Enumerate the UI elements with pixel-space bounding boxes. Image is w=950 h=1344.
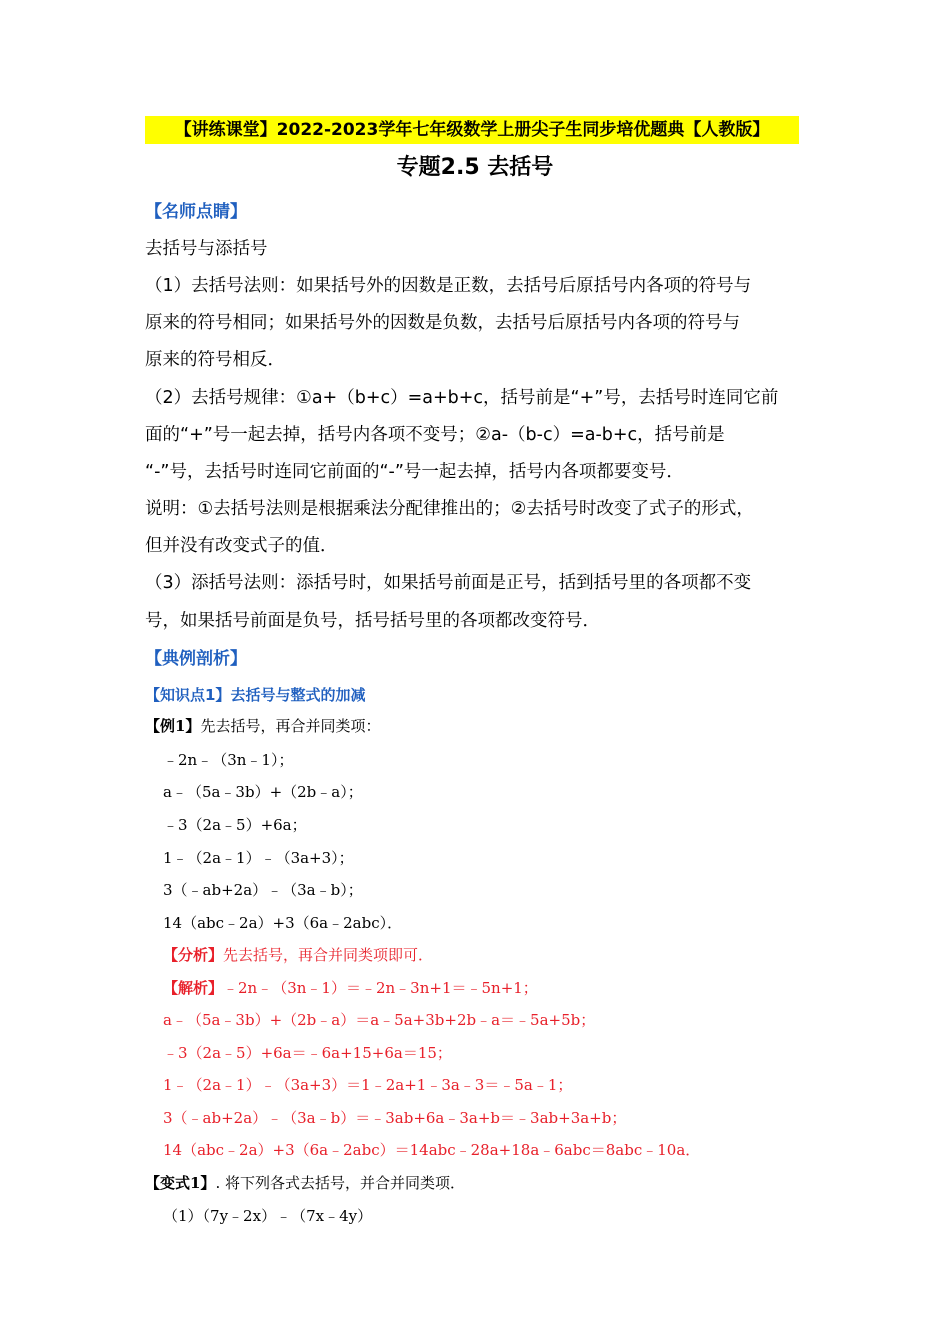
teacher-line: 但并没有改变式子的值． [145,536,338,556]
solution-item: ﹣3（2a﹣5）+6a＝﹣6a+15+6a＝15； [163,1044,452,1062]
solution-item: 14（abc﹣2a）+3（6a﹣2abc）＝14abc﹣28a+18a﹣6abc＝8abc﹣10a． [163,1141,701,1159]
variant-label: 【变式1】 [145,1174,216,1192]
teacher-line: 原来的符号相反． [145,350,285,370]
analysis-label: 【分析】 [163,946,224,964]
example-text: 先去括号，再合并同类项： [200,717,381,735]
teacher-line: （1）去括号法则：如果括号外的因数是正数，去括号后原括号内各项的符号与 [145,276,752,296]
problem-item: ﹣2n﹣（3n﹣1）； [163,751,294,769]
variant-line [145,1172,465,1194]
section-heading-teacher: 【名师点睛】 [145,202,247,222]
teacher-line: 号，如果括号前面是负号，括号括号里的各项都改变符号． [145,611,600,631]
page-title: 专题2.5 去括号 [396,155,554,180]
header-banner: 【讲练课堂】2022-2023学年七年级数学上册尖子生同步培优题典【人教版】 [145,116,799,144]
analysis-text: 先去括号，再合并同类项即可． [223,946,434,964]
problem-item: 1﹣（2a﹣1）﹣（3a+3）； [163,849,354,867]
knowledge-point-heading: 【知识点1】去括号与整式的加减 [145,686,366,704]
analysis-line [163,944,433,966]
teacher-subtitle: 去括号与添括号 [145,239,268,259]
problem-item: ﹣3（2a﹣5）+6a； [163,816,307,834]
variant-item: （1）（7y﹣2x）﹣（7x﹣4y） [163,1207,373,1225]
variant-text: . 将下列各式去括号，并合并同类项． [215,1174,465,1192]
solution-label: 【解析】 [163,979,224,997]
teacher-line: “-”号，去括号时连同它前面的“-”号一起去掉，括号内各项都要变号． [145,462,684,482]
problem-item: a﹣（5a﹣3b）+（2b﹣a）； [163,783,363,801]
teacher-line: 原来的符号相同；如果括号外的因数是负数，去括号后原括号内各项的符号与 [145,313,740,333]
teacher-line: 面的“+”号一起去掉，括号内各项不变号；②a-（b-c）=a-b+c，括号前是 [145,425,725,445]
example-line [145,715,380,737]
teacher-line: （3）添括号法则：添括号时，如果括号前面是正号，括到括号里的各项都不变 [145,573,752,593]
teacher-line: 说明：①去括号法则是根据乘法分配律推出的；②去括号时改变了式子的形式， [145,499,754,519]
solution-item: ﹣2n﹣（3n﹣1）＝﹣2n﹣3n+1＝﹣5n+1； [223,979,538,997]
teacher-line: （2）去括号规律：①a+（b+c）=a+b+c，括号前是“+”号，去括号时连同它前 [145,388,779,408]
example-label: 【例1】 [145,717,201,735]
section-heading-examples: 【典例剖析】 [145,649,247,669]
solution-item: a﹣（5a﹣3b）+（2b﹣a）＝a﹣5a+3b+2b﹣a＝﹣5a+5b； [163,1011,596,1029]
solution-line [163,977,538,999]
solution-item: 3（﹣ab+2a）﹣（3a﹣b）＝﹣3ab+6a﹣3a+b＝﹣3ab+3a+b； [163,1109,627,1127]
solution-item: 1﹣（2a﹣1）﹣（3a+3）＝1﹣2a+1﹣3a﹣3＝﹣5a﹣1； [163,1076,573,1094]
problem-item: 3（﹣ab+2a）﹣（3a﹣b）； [163,881,363,899]
problem-item: 14（abc﹣2a）+3（6a﹣2abc）． [163,914,403,932]
